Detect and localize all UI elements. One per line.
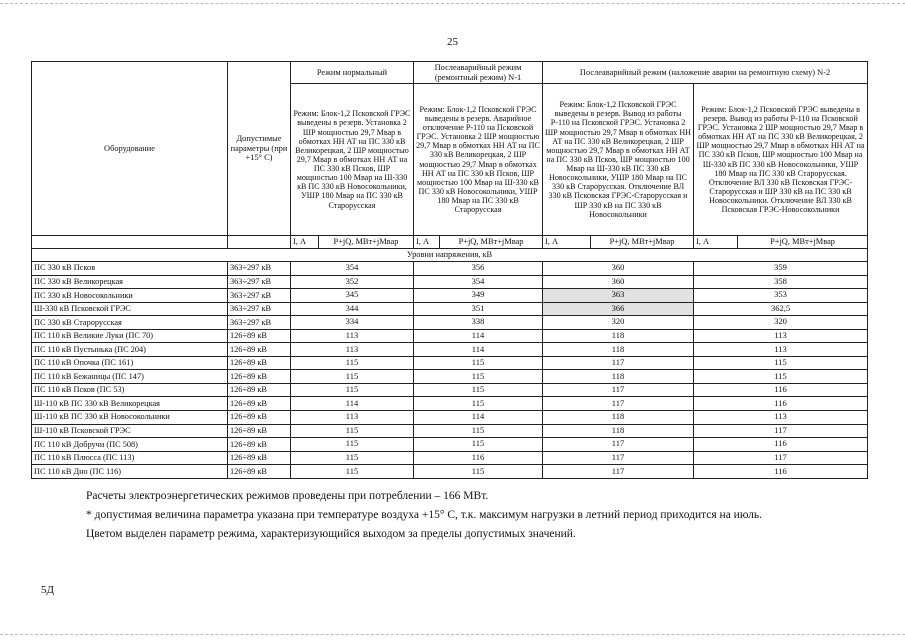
equipment-name-cell: ПС 110 кВ Бежаницы (ПС 147) [32,370,228,384]
desc-n1: Режим: Блок-1,2 Псковской ГРЭС выведены в резерв. Аварийное отключение Р-110 на Псковской ГРЭС. Установка 2 ШР мощностью 29,7 Мвар в обмотках НН АТ на ПС 330 кВ Великорецкая, 2 ШР мощностью 29,7 Мвар в обмотках НН АТ на ПС 330 кВ Псков, ШР мощностью 100 Мвар на Ш-330 кВ ПС 330 кВ Новосокольники, УШР 180 Мвар на ПС 330 кВ Старорусская [414,84,543,236]
table-row [32,383,868,397]
n2b-value-cell: 117 [694,451,868,465]
n2b-value-cell: 113 [694,343,868,357]
sub-current-normal: I, А [291,236,319,249]
table-row [32,302,868,316]
n2a-value-cell: 320 [543,316,694,330]
n1-value-cell: 115 [414,397,543,411]
normal-value-cell: 115 [291,370,414,384]
table-row [32,275,868,289]
limits-cell: 363÷297 кВ [228,316,291,330]
normal-value-cell: 113 [291,343,414,357]
equipment-name-cell: ПС 330 кВ Старорусская [32,316,228,330]
equipment-name-cell: ПС 110 кВ Псков (ПС 53) [32,383,228,397]
sub-current-n2-b: I, А [694,236,738,249]
n2a-value-cell: 117 [543,451,694,465]
units-subheader-row [32,236,868,249]
note-consumption: Расчеты электроэнергетических режимов проведены при потреблении – 166 МВт. [86,490,489,502]
limits-cell: 126÷89 кВ [228,438,291,452]
header-normal-mode: Режим нормальный [291,62,414,84]
normal-value-cell: 344 [291,302,414,316]
table-row [32,343,868,357]
desc-normal: Режим: Блок-1,2 Псковской ГРЭС выведены в резерв. Установка 2 ШР мощностью 29,7 Мвар в обмотках НН АТ на ПС 330 кВ Великорецкая, 2 ШР мощностью 29,7 Мвар в обмотках НН АТ на ПС 330 кВ Псков, ШР мощностью 100 Мвар на Ш-330 кВ ПС 330 кВ Новосокольники, УШР 180 Мвар на ПС 330 кВ Старорусская [291,84,414,236]
normal-value-cell: 115 [291,451,414,465]
n2b-value-cell: 113 [694,329,868,343]
table-row [32,289,868,303]
n2a-value-cell: 117 [543,397,694,411]
n2b-value-cell: 116 [694,465,868,479]
n2b-value-cell: 359 [694,262,868,276]
normal-value-cell: 352 [291,275,414,289]
equipment-name-cell: ПС 110 кВ Добручи (ПС 508) [32,438,228,452]
limits-cell: 363÷297 кВ [228,275,291,289]
normal-value-cell: 113 [291,411,414,425]
limits-cell: 126÷89 кВ [228,397,291,411]
equipment-name-cell: ПС 330 кВ Великорецкая [32,275,228,289]
equipment-name-cell: ПС 110 кВ Пустынька (ПС 204) [32,343,228,357]
n2a-value-cell: 118 [543,370,694,384]
limits-cell: 126÷89 кВ [228,451,291,465]
notes-block [86,487,762,544]
voltage-levels-table [31,61,868,479]
normal-value-cell: 113 [291,329,414,343]
sub-power-n2-b: P+jQ, МВт+jМвар [738,236,868,249]
n1-value-cell: 114 [414,343,543,357]
n2a-value-cell: 118 [543,411,694,425]
n1-value-cell: 354 [414,275,543,289]
equipment-name-cell: ПС 110 кВ Плюсса (ПС 113) [32,451,228,465]
limits-cell: 126÷89 кВ [228,343,291,357]
table-row [32,262,868,276]
limits-cell: 126÷89 кВ [228,383,291,397]
table-row [32,411,868,425]
n2a-value-cell: 118 [543,343,694,357]
n2a-value-cell: 363 [543,289,694,303]
normal-value-cell: 345 [291,289,414,303]
table-row [32,438,868,452]
normal-value-cell: 334 [291,316,414,330]
n2a-value-cell: 117 [543,383,694,397]
page-number: 25 [447,36,458,48]
desc-n2-b: Режим: Блок-1,2 Псковской ГРЭС выведены в резерв. Вывод из работы Р-110 на Псковской ГРЭС. Установка 2 ШР мощностью 29,7 Мвар в обмотках НН АТ на ПС 330 кВ Великорецкая, 2 ШР мощностью 29,7 Мвар в обмотках НН АТ на ПС 330 кВ Псков, ШР мощностью 100 Мвар на Ш-330 кВ ПС 330 кВ Новосокольники, УШР 180 Мвар на ПС 330 кВ Старорусская. Отключение ВЛ 330 кВ Псковская ГРЭС-Старорусская и ШР 330 кВ на ПС 330 кВ Новосокольники. Отключение ВЛ 330 кВ Псковская ГРЭС-Новосокольники [694,84,868,236]
n1-value-cell: 115 [414,356,543,370]
n1-value-cell: 114 [414,411,543,425]
corner-mark: 5Д [41,584,55,596]
n2b-value-cell: 116 [694,397,868,411]
limits-cell: 363÷297 кВ [228,262,291,276]
header-n1-mode: Послеаварийный режим (ремонтный режим) N-1 [414,62,543,84]
desc-n2-a: Режим: Блок-1,2 Псковской ГРЭС выведены в резерв. Вывод из работы Р-110 на Псковской ГРЭС. Установка 2 ШР мощностью 29,7 Мвар в обмотках НН АТ на ПС 330 кВ Великорецкая, 2 ШР мощностью 29,7 Мвар в обмотках НН АТ на ПС 330 кВ Псков, ШР мощностью 100 Мвар на Ш-330 кВ ПС 330 кВ Новосокольники, УШР 180 Мвар на ПС 330 кВ Старорусская. Отключение ВЛ 330 кВ Псковская ГРЭС-Старорусская и ШР 330 кВ на ПС 330 кВ Новосокольники [543,84,694,236]
n2b-value-cell: 116 [694,383,868,397]
note-highlight: Цветом выделен параметр режима, характеризующийся выходом за пределы допустимых значений. [86,528,576,540]
top-edge-line [0,3,905,4]
table-row [32,356,868,370]
equipment-name-cell: Ш-330 кВ Псковской ГРЭС [32,302,228,316]
n1-value-cell: 116 [414,451,543,465]
bottom-edge-line [0,634,905,635]
table-row [32,397,868,411]
limits-cell: 126÷89 кВ [228,424,291,438]
n1-value-cell: 115 [414,370,543,384]
sub-power-n2-a: P+jQ, МВт+jМвар [591,236,694,249]
note-temperature: * допустимая величина параметра указана при температуре воздуха +15° С, т.к. максимум нагрузки в летний период приходится на июль. [86,509,763,521]
section-row [32,249,868,262]
section-title: Уровни напряжения, кВ [32,249,868,262]
n1-value-cell: 351 [414,302,543,316]
n2b-value-cell: 115 [694,370,868,384]
n1-value-cell: 356 [414,262,543,276]
equipment-name-cell: ПС 330 кВ Псков [32,262,228,276]
table-row [32,424,868,438]
n2b-value-cell: 358 [694,275,868,289]
limits-cell: 126÷89 кВ [228,465,291,479]
equipment-name-cell: Ш-110 кВ ПС 330 кВ Новосокольники [32,411,228,425]
equipment-name-cell: Ш-110 кВ ПС 330 кВ Великорецкая [32,397,228,411]
n2b-value-cell: 320 [694,316,868,330]
normal-value-cell: 115 [291,424,414,438]
header-row [32,62,868,84]
table-row [32,451,868,465]
n1-value-cell: 338 [414,316,543,330]
normal-value-cell: 114 [291,397,414,411]
n2a-value-cell: 118 [543,329,694,343]
sub-current-n1: I, А [414,236,440,249]
limits-cell: 126÷89 кВ [228,356,291,370]
normal-value-cell: 115 [291,465,414,479]
sub-empty-2 [228,236,291,249]
header-n2-mode: Послеаварийный режим (наложение аварии на ремонтную схему) N-2 [543,62,868,84]
sub-power-normal: P+jQ, МВт+jМвар [319,236,414,249]
limits-cell: 126÷89 кВ [228,411,291,425]
table-row [32,370,868,384]
n1-value-cell: 115 [414,465,543,479]
table-row [32,316,868,330]
normal-value-cell: 115 [291,356,414,370]
n2b-value-cell: 115 [694,356,868,370]
n2b-value-cell: 362,5 [694,302,868,316]
n2a-value-cell: 117 [543,465,694,479]
n2a-value-cell: 360 [543,262,694,276]
n2a-value-cell: 117 [543,356,694,370]
equipment-name-cell: ПС 110 кВ Великие Луки (ПС 70) [32,329,228,343]
limits-cell: 126÷89 кВ [228,329,291,343]
equipment-name-cell: ПС 110 кВ Дно (ПС 116) [32,465,228,479]
n1-value-cell: 114 [414,329,543,343]
n1-value-cell: 349 [414,289,543,303]
header-equipment: Оборудование [32,62,228,236]
n2b-value-cell: 116 [694,438,868,452]
limits-cell: 363÷297 кВ [228,289,291,303]
equipment-name-cell: ПС 110 кВ Опочка (ПС 161) [32,356,228,370]
normal-value-cell: 115 [291,438,414,452]
n1-value-cell: 115 [414,383,543,397]
header-limits: Допустимые параметры (при +15° С) [228,62,291,236]
n2a-value-cell: 366 [543,302,694,316]
n2a-value-cell: 360 [543,275,694,289]
normal-value-cell: 354 [291,262,414,276]
equipment-name-cell: Ш-110 кВ Псковской ГРЭС [32,424,228,438]
normal-value-cell: 115 [291,383,414,397]
sub-power-n1: P+jQ, МВт+jМвар [440,236,543,249]
n1-value-cell: 115 [414,424,543,438]
n2a-value-cell: 117 [543,438,694,452]
n2b-value-cell: 117 [694,424,868,438]
equipment-name-cell: ПС 330 кВ Новосокольники [32,289,228,303]
n2b-value-cell: 353 [694,289,868,303]
limits-cell: 363÷297 кВ [228,302,291,316]
n2a-value-cell: 118 [543,424,694,438]
table-row [32,329,868,343]
sub-empty-1 [32,236,228,249]
table-row [32,465,868,479]
limits-cell: 126÷89 кВ [228,370,291,384]
sub-current-n2-a: I, А [543,236,591,249]
n2b-value-cell: 113 [694,411,868,425]
n1-value-cell: 115 [414,438,543,452]
